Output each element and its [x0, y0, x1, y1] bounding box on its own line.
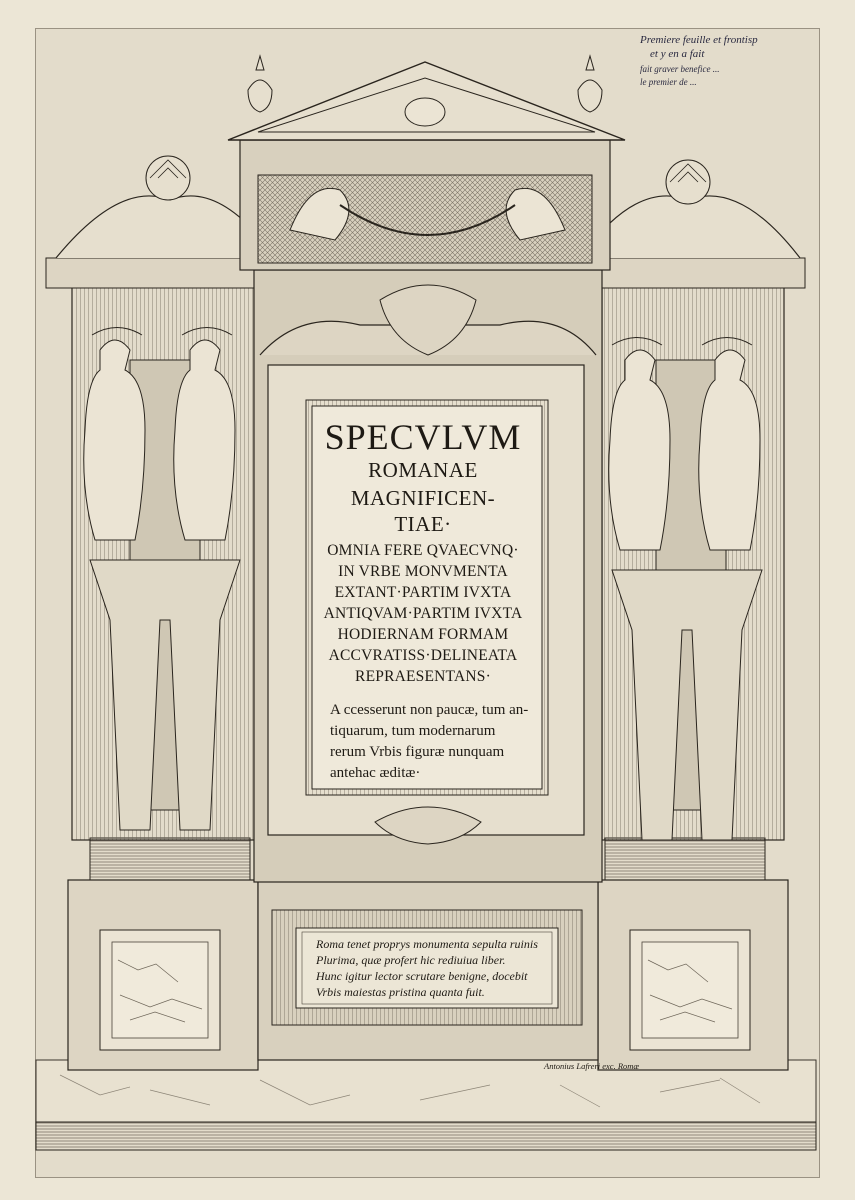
addendum-line-2: tiquarum, tum modernarum — [330, 723, 496, 739]
left-pedestal — [68, 838, 258, 1070]
description-line-4: ANTIQVAM·PARTIM IVXTA — [323, 605, 523, 622]
pediment — [228, 62, 625, 140]
description-line-5: HODIERNAM FORMAM — [337, 626, 509, 643]
manuscript-note-line-3: fait graver benefice ... — [640, 64, 720, 74]
publisher-signature: Antonius Lafreri exc. Romæ — [544, 1061, 640, 1071]
description-line-2: IN VRBE MONVMENTA — [338, 563, 508, 580]
verse-line-4: Vrbis maiestas pristina quanta fuit. — [316, 985, 485, 999]
title-line-3: MAGNIFICEN- — [350, 486, 496, 510]
title-line-2: ROMANAE — [368, 458, 478, 482]
manuscript-note-line-1: Premiere feuille et frontisp — [640, 34, 758, 46]
addendum-line-3: rerum Vrbis figuræ nunquam — [330, 744, 505, 760]
verse-line-3: Hunc igitur lector scrutare benigne, docebit — [316, 969, 528, 983]
addendum-line-4: antehac æditæ· — [330, 765, 421, 781]
verse-line-2: Plurima, quæ profert hic rediuiua liber. — [316, 953, 506, 967]
manuscript-note-line-4: le premier de ... — [640, 77, 697, 87]
attic-with-putti — [240, 140, 610, 270]
description-line-6: ACCVRATISS·DELINEATA — [328, 647, 518, 664]
right-pedestal — [598, 838, 788, 1070]
description-line-3: EXTANT·PARTIM IVXTA — [334, 584, 512, 601]
description-line-1: OMNIA FERE QVAECVNQ· — [327, 542, 519, 559]
manuscript-note-line-2: et y en a fait — [650, 48, 705, 60]
marble-floor — [36, 1060, 816, 1150]
title-line-4: TIAE· — [394, 512, 452, 536]
title-line-1: SPECVLVM — [324, 417, 522, 457]
description-line-7: REPRAESENTANS· — [355, 668, 491, 685]
verse-line-1: Roma tenet proprys monumenta sepulta ruinis — [316, 937, 538, 951]
addendum-line-1: A ccesserunt non paucæ, tum an- — [330, 702, 529, 718]
